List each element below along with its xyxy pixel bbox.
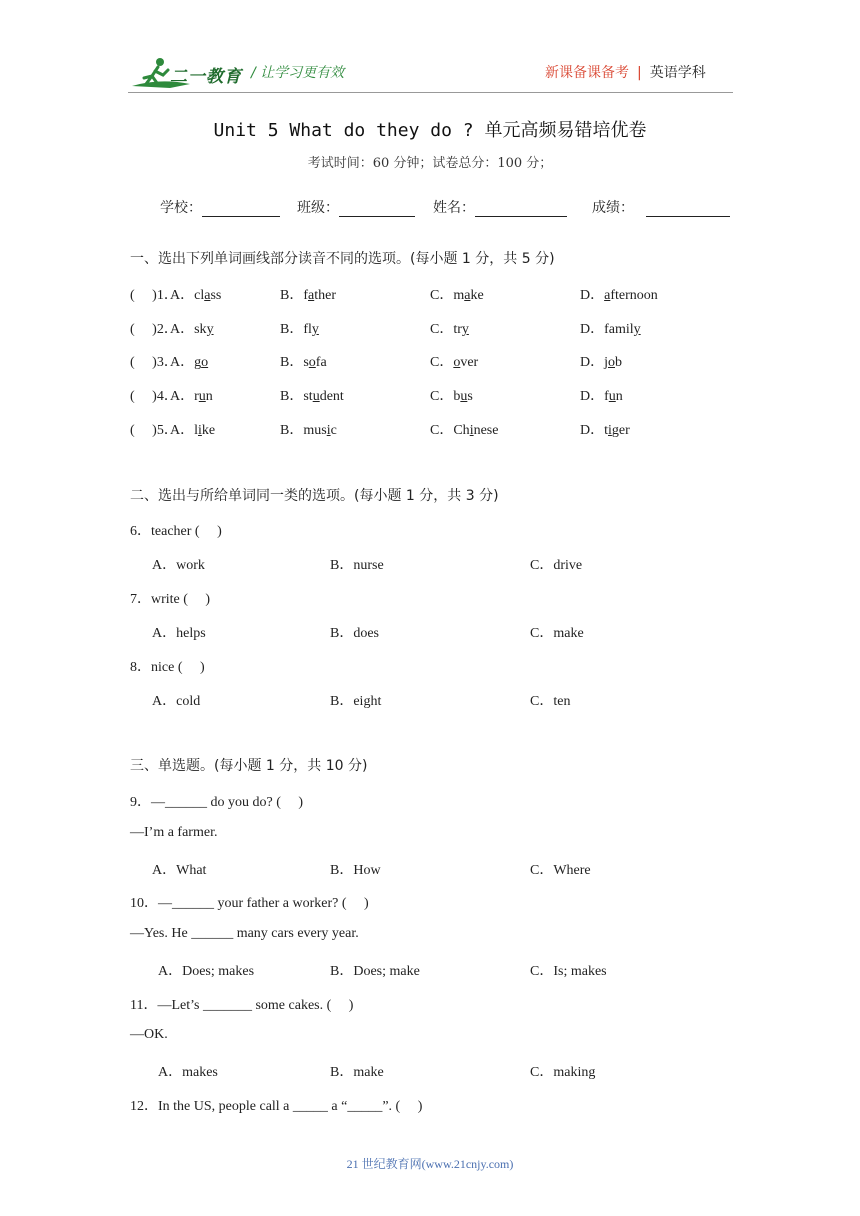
q10-option-a: A．Does; makes xyxy=(158,964,255,979)
name-blank xyxy=(475,202,567,217)
q9-reply: —I’m a farmer. xyxy=(130,825,218,840)
q3-option-b: B．sofa xyxy=(280,355,327,370)
underlined-letter: a xyxy=(604,288,611,303)
logo-text: 二一教育 xyxy=(170,67,242,87)
q11-option-c: C．making xyxy=(530,1065,596,1080)
slogan: / 让学习更有效 xyxy=(251,65,345,81)
q8-option-a: A．cold xyxy=(152,694,201,709)
q1-option-d: D．afternoon xyxy=(580,288,658,303)
q4-option-a: A．run xyxy=(170,389,213,404)
q2-option-b: B．fly xyxy=(280,322,319,337)
section1-heading: 一、选出下列单词画线部分读音不同的选项。(每小题 1 分，共 5 分) xyxy=(130,251,555,267)
underlined-letter: o xyxy=(308,355,316,370)
q2-option-c: C．try xyxy=(430,322,469,337)
q9-option-b: B．How xyxy=(330,863,381,878)
score-blank xyxy=(646,202,730,217)
underlined-letter: i xyxy=(469,423,474,438)
q7-option-c: C．make xyxy=(530,626,584,641)
header-separator: | xyxy=(637,65,642,81)
page-subtitle: 考试时间：60 分钟；试卷总分：100 分； xyxy=(307,156,553,171)
name-field xyxy=(433,197,567,217)
q12-stem: 12．In the US, people call a _____ a “_____”. ( ) xyxy=(130,1099,423,1114)
q10-option-c: C．Is; makes xyxy=(530,964,607,979)
underlined-letter: y xyxy=(311,322,319,337)
class-field xyxy=(297,197,415,217)
school-label: 学校： xyxy=(160,200,202,216)
school-blank xyxy=(202,202,280,217)
q5-option-c: C．Chinese xyxy=(430,423,499,438)
header-right xyxy=(545,62,706,82)
underlined-letter: o xyxy=(608,355,615,370)
q5-option-b: B．music xyxy=(280,423,337,438)
underlined-letter: u xyxy=(198,389,206,404)
underlined-letter: u xyxy=(608,389,616,404)
q5-number: ( )5． xyxy=(130,423,178,438)
q2-option-a: A．sky xyxy=(170,322,214,337)
q7-stem: 7．write ( ) xyxy=(130,592,211,607)
q6-option-a: A．work xyxy=(152,558,205,573)
q1-option-b: B．father xyxy=(280,288,336,303)
header-course-label: 新课备课备考 xyxy=(545,65,629,81)
underlined-letter: y xyxy=(206,322,214,337)
q3-option-a: A．go xyxy=(170,355,209,370)
q5-option-a: A．like xyxy=(170,423,216,438)
q9-option-a: A．What xyxy=(152,863,207,878)
q1-option-c: C．make xyxy=(430,288,484,303)
score-label: 成绩： xyxy=(592,200,634,216)
class-blank xyxy=(339,202,415,217)
underlined-letter: i xyxy=(608,423,612,438)
header-subject-label: 英语学科 xyxy=(649,65,706,81)
q10-stem: 10．—______ your father a worker? ( ) xyxy=(130,896,369,911)
q8-option-c: C．ten xyxy=(530,694,571,709)
q11-option-a: A．makes xyxy=(158,1065,218,1080)
q11-option-b: B．make xyxy=(330,1065,384,1080)
underlined-letter: y xyxy=(633,322,641,337)
q9-stem: 9．—______ do you do? ( ) xyxy=(130,795,304,810)
q3-option-c: C．over xyxy=(430,355,479,370)
header-divider xyxy=(128,92,733,93)
q1-option-a: A．class xyxy=(170,288,222,303)
page-title: Unit 5 What do they do ? 单元高频易错培优卷 xyxy=(213,120,647,141)
q5-option-d: D．tiger xyxy=(580,423,630,438)
section2-heading: 二、选出与所给单词同一类的选项。(每小题 1 分，共 3 分) xyxy=(130,488,499,504)
q8-option-b: B．eight xyxy=(330,694,382,709)
q7-option-a: A．helps xyxy=(152,626,206,641)
q6-option-c: C．drive xyxy=(530,558,583,573)
underlined-letter: y xyxy=(461,322,469,337)
q10-reply: —Yes. He ______ many cars every year. xyxy=(130,926,359,941)
underlined-letter: o xyxy=(453,355,461,370)
q11-stem: 11．—Let’s _______ some cakes. ( ) xyxy=(130,998,354,1013)
q3-option-d: D．job xyxy=(580,355,622,370)
underlined-letter: a xyxy=(204,288,211,303)
underlined-letter: a xyxy=(464,288,471,303)
score-field xyxy=(592,197,730,217)
q3-number: ( )3． xyxy=(130,355,178,370)
q4-option-b: B．student xyxy=(280,389,344,404)
underlined-letter: o xyxy=(201,355,209,370)
q8-stem: 8．nice ( ) xyxy=(130,660,205,675)
underlined-letter: a xyxy=(308,288,315,303)
q9-option-c: C．Where xyxy=(530,863,591,878)
q2-option-d: D．family xyxy=(580,322,641,337)
underlined-letter: u xyxy=(460,389,468,404)
q7-option-b: B．does xyxy=(330,626,379,641)
underlined-letter: i xyxy=(198,423,202,438)
q6-stem: 6．teacher ( ) xyxy=(130,524,222,539)
q10-option-b: B．Does; make xyxy=(330,964,420,979)
footer: 21 世纪教育网(www.21cnjy.com) xyxy=(346,1157,514,1171)
name-label: 姓名： xyxy=(433,200,475,216)
q4-option-c: C．bus xyxy=(430,389,473,404)
class-label: 班级： xyxy=(297,200,339,216)
section3-heading: 三、单选题。(每小题 1 分，共 10 分) xyxy=(130,758,368,774)
q4-number: ( )4． xyxy=(130,389,178,404)
q4-option-d: D．fun xyxy=(580,389,623,404)
underlined-letter: i xyxy=(326,423,331,438)
underlined-letter: u xyxy=(312,389,320,404)
school-field xyxy=(160,197,280,217)
q1-number: ( )1． xyxy=(130,288,178,303)
q11-reply: —OK. xyxy=(130,1027,168,1042)
q6-option-b: B．nurse xyxy=(330,558,384,573)
q2-number: ( )2． xyxy=(130,322,178,337)
